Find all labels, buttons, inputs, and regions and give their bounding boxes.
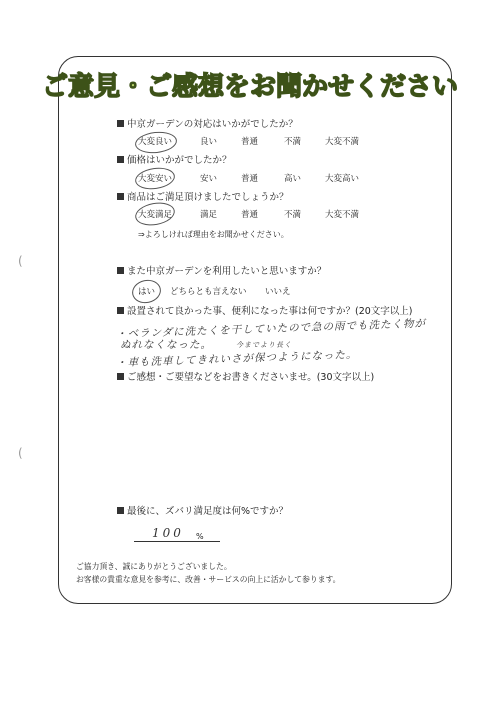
handwritten-insert-note: 今までより長く (236, 341, 292, 349)
q2-option-normal[interactable]: 普通 (241, 174, 259, 184)
q3-option-satisfied[interactable]: 満足 (200, 210, 218, 220)
q3-option-normal[interactable]: 普通 (241, 210, 259, 220)
q3-option-very-dissatisfied[interactable]: 大変不満 (325, 210, 360, 220)
question-satisfaction: 最後に、ズバリ満足度は何%ですか？ (117, 506, 288, 518)
square-bullet-icon (117, 507, 124, 514)
square-bullet-icon (117, 307, 124, 314)
q1-option-dissatisfied[interactable]: 不満 (284, 137, 302, 147)
q1-option-very-dissatisfied[interactable]: 大変不満 (325, 137, 360, 147)
satisfaction-underline (134, 541, 220, 542)
q1-option-normal[interactable]: 普通 (241, 137, 259, 147)
q2-option-expensive[interactable]: 高い (284, 174, 302, 184)
footer-thanks: ご協力頂き、誠にありがとうございました。 (76, 562, 232, 571)
q4-option-yes[interactable]: はい (138, 287, 156, 297)
question-reuse: また中京ガーデンを利用したいと思いますか？ (117, 266, 326, 278)
survey-title: ご意見・ご感想をお聞かせください (41, 72, 458, 102)
q3-option-dissatisfied[interactable]: 不満 (284, 210, 302, 220)
scan-mark: ( (18, 446, 23, 460)
question-price: 価格はいかがでしたか？ (117, 155, 232, 167)
square-bullet-icon (117, 267, 124, 274)
scan-mark: ( (18, 254, 23, 268)
question-service: 中京ガーデンの対応はいかがでしたか？ (117, 119, 298, 131)
q4-option-no[interactable]: いいえ (265, 287, 291, 297)
q3-option-very-satisfied[interactable]: 大変満足 (138, 210, 173, 220)
handwritten-answer-line-1: ・ベランダに洗たくを干していたので急の雨でも洗たく物が (115, 317, 427, 341)
question-comments: ご感想・ご要望などをお書きくださいませ。(30文字以上) (117, 372, 374, 384)
square-bullet-icon (117, 120, 124, 127)
satisfaction-value: 100 (152, 526, 184, 540)
question-product: 商品はご満足頂けましたでしょうか？ (117, 192, 289, 204)
q4-option-neither[interactable]: どちらとも言えない (170, 287, 247, 297)
q2-option-very-cheap[interactable]: 大変安い (138, 174, 173, 184)
square-bullet-icon (117, 193, 124, 200)
footer-message: お客様の貴重な意見を参考に、改善・サービスの向上に活かして参ります。 (76, 575, 341, 584)
q2-option-very-expensive[interactable]: 大変高い (325, 174, 360, 184)
satisfaction-unit: % (196, 532, 204, 541)
square-bullet-icon (117, 156, 124, 163)
q2-option-cheap[interactable]: 安い (200, 174, 218, 184)
handwritten-answer-line-3: ・車も洗車してきれいさが保つようになった。 (115, 348, 358, 370)
q3-reason-note: ⇒よろしければ理由をお聞かせください。 (138, 230, 289, 239)
square-bullet-icon (117, 373, 124, 380)
q1-option-good[interactable]: 良い (200, 137, 218, 147)
question-benefits: 設置されて良かった事、便利になった事は何ですか？(20文字以上) (117, 306, 413, 318)
handwritten-answer-line-2: ぬれなくなった。 (120, 339, 212, 351)
q1-option-very-good[interactable]: 大変良い (138, 137, 173, 147)
